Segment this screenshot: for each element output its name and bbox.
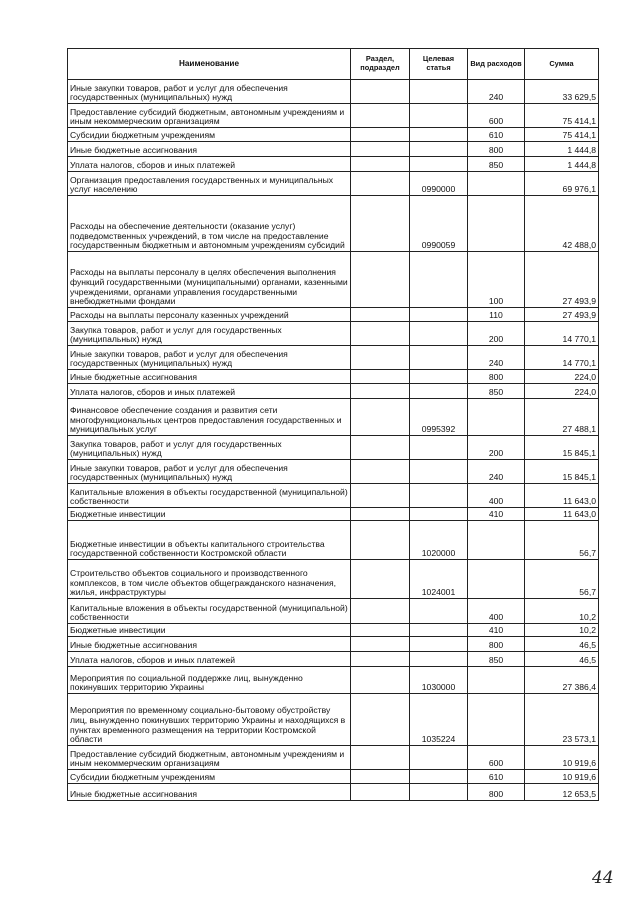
cell-section: [351, 142, 410, 157]
cell-sum: 14 770,1: [525, 346, 599, 370]
table-row: [68, 128, 599, 142]
cell-expense-type: 800: [468, 142, 525, 157]
cell-expense-type: [468, 521, 525, 560]
cell-article: [410, 128, 468, 142]
cell-expense-type: 200: [468, 322, 525, 346]
cell-section: [351, 484, 410, 508]
header-sum: Сумма: [525, 49, 599, 80]
cell-expense-type: 600: [468, 746, 525, 770]
cell-name: Иные закупки товаров, работ и услуг для обеспечения государственных (муниципальных) нужд: [68, 346, 351, 370]
budget-document: [67, 48, 598, 801]
cell-section: [351, 399, 410, 436]
cell-name: Расходы на выплаты персоналу казенных учреждений: [68, 308, 351, 322]
cell-expense-type: 850: [468, 652, 525, 667]
table-row: [68, 637, 599, 652]
cell-article: 1024001: [410, 560, 468, 599]
cell-article: [410, 370, 468, 384]
cell-article: [410, 384, 468, 399]
cell-name: Предоставление субсидий бюджетным, автономным учреждениям и иным некоммерческим организациям: [68, 104, 351, 128]
cell-article: [410, 460, 468, 484]
cell-name: Капитальные вложения в объекты государственной (муниципальной) собственности: [68, 484, 351, 508]
cell-section: [351, 694, 410, 746]
cell-name: Иные закупки товаров, работ и услуг для обеспечения государственных (муниципальных) нужд: [68, 460, 351, 484]
cell-expense-type: 400: [468, 484, 525, 508]
cell-name: Расходы на выплаты персоналу в целях обеспечения выполнения функций государственными (муниципальными) органами, казенными учреждениями, органами управления государственными внебюджетными фондами: [68, 252, 351, 308]
cell-expense-type: 610: [468, 770, 525, 784]
cell-name: Закупка товаров, работ и услуг для государственных (муниципальных) нужд: [68, 436, 351, 460]
cell-article: [410, 599, 468, 624]
cell-article: 0990000: [410, 172, 468, 196]
cell-sum: 27 488,1: [525, 399, 599, 436]
cell-expense-type: 800: [468, 370, 525, 384]
cell-section: [351, 667, 410, 694]
cell-section: [351, 252, 410, 308]
cell-name: Расходы на обеспечение деятельности (оказание услуг) подведомственных учреждений, в том числе на предоставление государственным бюджетным и автономным учреждениям субсидий: [68, 196, 351, 252]
cell-name: Субсидии бюджетным учреждениям: [68, 770, 351, 784]
cell-article: 0990059: [410, 196, 468, 252]
cell-article: [410, 346, 468, 370]
cell-expense-type: [468, 399, 525, 436]
cell-article: [410, 652, 468, 667]
cell-section: [351, 770, 410, 784]
cell-expense-type: 200: [468, 436, 525, 460]
cell-article: [410, 142, 468, 157]
cell-article: [410, 322, 468, 346]
table-row: [68, 172, 599, 196]
cell-section: [351, 460, 410, 484]
cell-sum: 75 414,1: [525, 128, 599, 142]
cell-section: [351, 508, 410, 521]
cell-section: [351, 624, 410, 637]
budget-table: [67, 48, 599, 801]
table-row: [68, 508, 599, 521]
cell-expense-type: 100: [468, 252, 525, 308]
cell-article: 0995392: [410, 399, 468, 436]
table-row: [68, 652, 599, 667]
cell-name: Иные бюджетные ассигнования: [68, 637, 351, 652]
cell-section: [351, 196, 410, 252]
cell-sum: 27 386,4: [525, 667, 599, 694]
header-expense-type: Вид расходов: [468, 49, 525, 80]
cell-name: Иные закупки товаров, работ и услуг для обеспечения государственных (муниципальных) нужд: [68, 80, 351, 104]
cell-expense-type: 850: [468, 157, 525, 172]
cell-article: 1035224: [410, 694, 468, 746]
cell-sum: 15 845,1: [525, 436, 599, 460]
cell-article: [410, 484, 468, 508]
cell-section: [351, 436, 410, 460]
cell-expense-type: [468, 560, 525, 599]
cell-expense-type: 400: [468, 599, 525, 624]
cell-article: [410, 746, 468, 770]
cell-name: Мероприятия по временному социально-бытовому обустройству лиц, вынужденно покинувших территорию Украины и находящихся в пунктах временного размещения на территории Костромской области: [68, 694, 351, 746]
cell-expense-type: 850: [468, 384, 525, 399]
table-row: [68, 142, 599, 157]
table-row: [68, 560, 599, 599]
table-row: [68, 322, 599, 346]
table-row: [68, 196, 599, 252]
table-row: [68, 399, 599, 436]
cell-sum: 75 414,1: [525, 104, 599, 128]
cell-section: [351, 157, 410, 172]
cell-name: Предоставление субсидий бюджетным, автономным учреждениям и иным некоммерческим организациям: [68, 746, 351, 770]
table-row: [68, 346, 599, 370]
header-name: Наименование: [68, 49, 351, 80]
cell-article: [410, 508, 468, 521]
cell-article: [410, 80, 468, 104]
cell-section: [351, 599, 410, 624]
cell-sum: 42 488,0: [525, 196, 599, 252]
cell-name: Иные бюджетные ассигнования: [68, 142, 351, 157]
table-row: [68, 80, 599, 104]
cell-article: [410, 252, 468, 308]
cell-name: Бюджетные инвестиции: [68, 508, 351, 521]
table-row: [68, 436, 599, 460]
cell-article: 1030000: [410, 667, 468, 694]
cell-section: [351, 784, 410, 801]
table-row: [68, 746, 599, 770]
header-article: Целевая статья: [410, 49, 468, 80]
cell-name: Закупка товаров, работ и услуг для государственных (муниципальных) нужд: [68, 322, 351, 346]
cell-section: [351, 104, 410, 128]
page-number: 44: [592, 868, 614, 888]
table-body: [68, 80, 599, 801]
cell-article: [410, 157, 468, 172]
cell-sum: 10 919,6: [525, 770, 599, 784]
cell-expense-type: 410: [468, 508, 525, 521]
cell-name: Капитальные вложения в объекты государственной (муниципальной) собственности: [68, 599, 351, 624]
cell-name: Мероприятия по социальной поддержке лиц, вынужденно покинувших территорию Украины: [68, 667, 351, 694]
cell-article: [410, 770, 468, 784]
cell-expense-type: [468, 667, 525, 694]
cell-name: Организация предоставления государственных и муниципальных услуг населению: [68, 172, 351, 196]
cell-expense-type: [468, 172, 525, 196]
cell-section: [351, 308, 410, 322]
cell-name: Строительство объектов социального и производственного комплексов, в том числе объектов общегражданского назначения, жилья, инфраструктуры: [68, 560, 351, 599]
cell-sum: 224,0: [525, 370, 599, 384]
cell-sum: 27 493,9: [525, 308, 599, 322]
cell-name: Уплата налогов, сборов и иных платежей: [68, 652, 351, 667]
cell-section: [351, 346, 410, 370]
cell-sum: 15 845,1: [525, 460, 599, 484]
table-row: [68, 484, 599, 508]
cell-sum: 11 643,0: [525, 484, 599, 508]
cell-sum: 46,5: [525, 637, 599, 652]
cell-sum: 27 493,9: [525, 252, 599, 308]
table-row: [68, 370, 599, 384]
cell-article: 1020000: [410, 521, 468, 560]
cell-sum: 12 653,5: [525, 784, 599, 801]
cell-sum: 33 629,5: [525, 80, 599, 104]
cell-article: [410, 624, 468, 637]
table-row: [68, 624, 599, 637]
cell-sum: 23 573,1: [525, 694, 599, 746]
cell-article: [410, 637, 468, 652]
cell-sum: 10,2: [525, 624, 599, 637]
cell-expense-type: 240: [468, 346, 525, 370]
cell-sum: 46,5: [525, 652, 599, 667]
cell-expense-type: 240: [468, 80, 525, 104]
cell-article: [410, 104, 468, 128]
cell-sum: 10 919,6: [525, 746, 599, 770]
table-header-row: [68, 49, 599, 80]
table-row: [68, 157, 599, 172]
cell-section: [351, 172, 410, 196]
table-row: [68, 784, 599, 801]
table-row: [68, 308, 599, 322]
cell-sum: 1 444,8: [525, 142, 599, 157]
cell-section: [351, 80, 410, 104]
cell-expense-type: 410: [468, 624, 525, 637]
cell-name: Бюджетные инвестиции: [68, 624, 351, 637]
cell-expense-type: 240: [468, 460, 525, 484]
cell-section: [351, 370, 410, 384]
cell-expense-type: 600: [468, 104, 525, 128]
cell-section: [351, 128, 410, 142]
cell-sum: 69 976,1: [525, 172, 599, 196]
table-row: [68, 104, 599, 128]
cell-section: [351, 384, 410, 399]
cell-section: [351, 521, 410, 560]
table-row: [68, 667, 599, 694]
cell-name: Уплата налогов, сборов и иных платежей: [68, 157, 351, 172]
cell-expense-type: 800: [468, 637, 525, 652]
table-row: [68, 770, 599, 784]
table-row: [68, 384, 599, 399]
cell-expense-type: 110: [468, 308, 525, 322]
cell-expense-type: [468, 196, 525, 252]
table-row: [68, 599, 599, 624]
table-row: [68, 521, 599, 560]
cell-name: Иные бюджетные ассигнования: [68, 370, 351, 384]
table-row: [68, 460, 599, 484]
header-section: Раздел, подраздел: [351, 49, 410, 80]
cell-article: [410, 308, 468, 322]
cell-name: Уплата налогов, сборов и иных платежей: [68, 384, 351, 399]
cell-section: [351, 560, 410, 599]
cell-sum: 1 444,8: [525, 157, 599, 172]
table-row: [68, 252, 599, 308]
cell-sum: 224,0: [525, 384, 599, 399]
cell-expense-type: 610: [468, 128, 525, 142]
cell-name: Иные бюджетные ассигнования: [68, 784, 351, 801]
cell-section: [351, 322, 410, 346]
cell-sum: 10,2: [525, 599, 599, 624]
cell-name: Бюджетные инвестиции в объекты капитального строительства государственной собственности Костромской области: [68, 521, 351, 560]
cell-name: Финансовое обеспечение создания и развития сети многофункциональных центров предоставления государственных и муниципальных услуг: [68, 399, 351, 436]
cell-section: [351, 746, 410, 770]
cell-section: [351, 637, 410, 652]
cell-name: Субсидии бюджетным учреждениям: [68, 128, 351, 142]
cell-sum: 56,7: [525, 560, 599, 599]
cell-expense-type: 800: [468, 784, 525, 801]
table-row: [68, 694, 599, 746]
cell-sum: 14 770,1: [525, 322, 599, 346]
cell-sum: 11 643,0: [525, 508, 599, 521]
cell-expense-type: [468, 694, 525, 746]
cell-article: [410, 784, 468, 801]
cell-article: [410, 436, 468, 460]
cell-section: [351, 652, 410, 667]
cell-sum: 56,7: [525, 521, 599, 560]
